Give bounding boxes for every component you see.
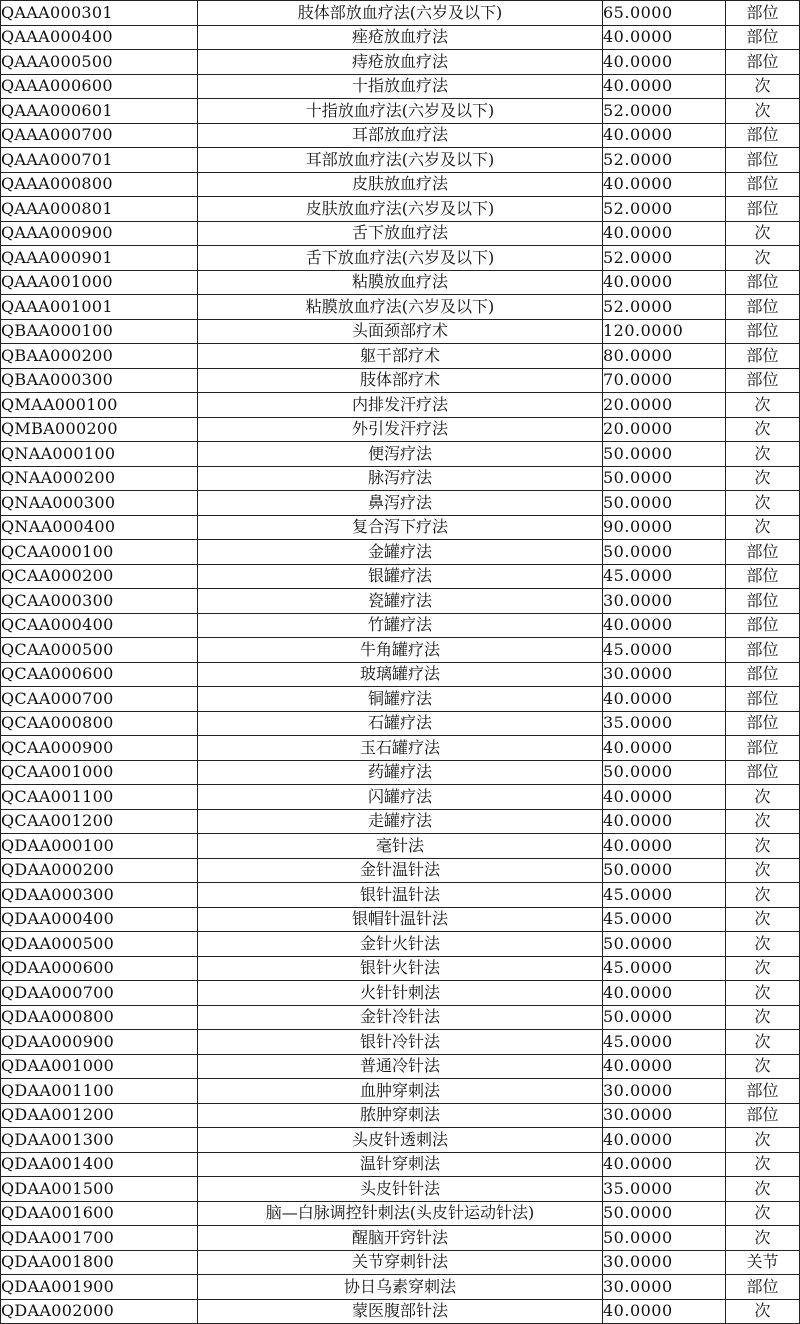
item-name-cell: 耳部放血疗法	[198, 123, 603, 148]
table-row	[1, 589, 800, 614]
item-price-cell: 40.0000	[603, 687, 726, 712]
item-name-cell: 脑—白脉调控针刺法(头皮针运动针法)	[198, 1201, 603, 1226]
table-row	[1, 981, 800, 1006]
item-unit-cell: 部位	[726, 197, 800, 222]
item-price-cell: 40.0000	[603, 981, 726, 1006]
item-price-cell: 50.0000	[603, 858, 726, 883]
item-price-cell: 40.0000	[603, 736, 726, 761]
item-unit-cell: 部位	[726, 613, 800, 638]
item-code-cell: QDAA000800	[1, 1005, 198, 1030]
item-name-cell: 皮肤放血疗法(六岁及以下)	[198, 197, 603, 222]
item-unit-cell: 部位	[726, 295, 800, 320]
item-unit-cell: 部位	[726, 662, 800, 687]
item-unit-cell: 次	[726, 883, 800, 908]
item-price-cell: 20.0000	[603, 393, 726, 418]
item-name-cell: 蒙医腹部针法	[198, 1299, 603, 1324]
table-row	[1, 295, 800, 320]
item-name-cell: 脓肿穿刺法	[198, 1103, 603, 1128]
item-unit-cell: 次	[726, 417, 800, 442]
item-price-cell: 90.0000	[603, 515, 726, 540]
item-name-cell: 闪罐疗法	[198, 785, 603, 810]
item-price-cell: 30.0000	[603, 589, 726, 614]
item-code-cell: QCAA000200	[1, 564, 198, 589]
item-name-cell: 金针温针法	[198, 858, 603, 883]
item-unit-cell: 部位	[726, 1079, 800, 1104]
item-code-cell: QDAA002000	[1, 1299, 198, 1324]
item-price-cell: 50.0000	[603, 491, 726, 516]
item-price-cell: 70.0000	[603, 368, 726, 393]
item-unit-cell: 关节	[726, 1250, 800, 1275]
table-row	[1, 1030, 800, 1055]
item-price-cell: 35.0000	[603, 1177, 726, 1202]
item-code-cell: QDAA001700	[1, 1226, 198, 1251]
item-price-cell: 20.0000	[603, 417, 726, 442]
item-name-cell: 舌下放血疗法	[198, 221, 603, 246]
item-price-cell: 40.0000	[603, 172, 726, 197]
item-price-cell: 52.0000	[603, 197, 726, 222]
item-unit-cell: 部位	[726, 1275, 800, 1300]
item-unit-cell: 次	[726, 491, 800, 516]
item-code-cell: QCAA001200	[1, 809, 198, 834]
item-code-cell: QAAA000800	[1, 172, 198, 197]
item-code-cell: QDAA001200	[1, 1103, 198, 1128]
item-code-cell: QDAA001300	[1, 1128, 198, 1153]
item-name-cell: 痤疮放血疗法	[198, 25, 603, 50]
table-row	[1, 760, 800, 785]
table-row	[1, 613, 800, 638]
item-name-cell: 金针火针法	[198, 932, 603, 957]
item-code-cell: QDAA001600	[1, 1201, 198, 1226]
item-unit-cell: 次	[726, 1226, 800, 1251]
item-price-cell: 50.0000	[603, 932, 726, 957]
item-name-cell: 火针针刺法	[198, 981, 603, 1006]
item-unit-cell: 次	[726, 442, 800, 467]
item-price-cell: 45.0000	[603, 564, 726, 589]
table-row	[1, 1275, 800, 1300]
item-code-cell: QCAA001000	[1, 760, 198, 785]
item-price-cell: 50.0000	[603, 540, 726, 565]
item-unit-cell: 次	[726, 1030, 800, 1055]
table-row	[1, 491, 800, 516]
item-price-cell: 50.0000	[603, 442, 726, 467]
item-unit-cell: 次	[726, 1299, 800, 1324]
table-row	[1, 907, 800, 932]
item-unit-cell: 次	[726, 466, 800, 491]
item-price-cell: 40.0000	[603, 785, 726, 810]
item-code-cell: QDAA000500	[1, 932, 198, 957]
item-name-cell: 温针穿刺法	[198, 1152, 603, 1177]
item-unit-cell: 次	[726, 221, 800, 246]
item-price-cell: 40.0000	[603, 270, 726, 295]
item-unit-cell: 部位	[726, 638, 800, 663]
item-name-cell: 牛角罐疗法	[198, 638, 603, 663]
item-price-cell: 30.0000	[603, 1275, 726, 1300]
item-price-cell: 52.0000	[603, 246, 726, 271]
item-code-cell: QDAA000100	[1, 834, 198, 859]
item-price-cell: 45.0000	[603, 638, 726, 663]
item-unit-cell: 部位	[726, 564, 800, 589]
item-name-cell: 普通冷针法	[198, 1054, 603, 1079]
item-unit-cell: 次	[726, 1054, 800, 1079]
item-name-cell: 粘膜放血疗法	[198, 270, 603, 295]
table-row	[1, 1226, 800, 1251]
item-name-cell: 银针火针法	[198, 956, 603, 981]
item-code-cell: QMBA000200	[1, 417, 198, 442]
item-price-cell: 50.0000	[603, 1201, 726, 1226]
item-unit-cell: 部位	[726, 344, 800, 369]
item-price-cell: 45.0000	[603, 1030, 726, 1055]
item-unit-cell: 次	[726, 956, 800, 981]
item-name-cell: 玉石罐疗法	[198, 736, 603, 761]
item-name-cell: 金罐疗法	[198, 540, 603, 565]
item-name-cell: 耳部放血疗法(六岁及以下)	[198, 148, 603, 173]
item-price-cell: 30.0000	[603, 1250, 726, 1275]
item-name-cell: 皮肤放血疗法	[198, 172, 603, 197]
item-code-cell: QCAA000100	[1, 540, 198, 565]
table-row	[1, 932, 800, 957]
item-unit-cell: 部位	[726, 25, 800, 50]
table-row	[1, 246, 800, 271]
table-row	[1, 662, 800, 687]
item-unit-cell: 次	[726, 1152, 800, 1177]
item-name-cell: 玻璃罐疗法	[198, 662, 603, 687]
item-price-cell: 50.0000	[603, 466, 726, 491]
item-code-cell: QMAA000100	[1, 393, 198, 418]
item-code-cell: QAAA000801	[1, 197, 198, 222]
item-unit-cell: 次	[726, 246, 800, 271]
item-code-cell: QDAA001000	[1, 1054, 198, 1079]
item-unit-cell: 部位	[726, 540, 800, 565]
table-row	[1, 50, 800, 75]
item-name-cell: 头皮针透刺法	[198, 1128, 603, 1153]
item-price-cell: 65.0000	[603, 1, 726, 26]
item-name-cell: 协日乌素穿刺法	[198, 1275, 603, 1300]
table-row	[1, 1054, 800, 1079]
table-row	[1, 1005, 800, 1030]
item-unit-cell: 次	[726, 1177, 800, 1202]
item-code-cell: QDAA000700	[1, 981, 198, 1006]
table-row	[1, 1, 800, 26]
item-name-cell: 躯干部疗术	[198, 344, 603, 369]
table-row	[1, 564, 800, 589]
item-code-cell: QBAA000200	[1, 344, 198, 369]
item-code-cell: QDAA000400	[1, 907, 198, 932]
item-price-cell: 50.0000	[603, 1005, 726, 1030]
item-name-cell: 痔疮放血疗法	[198, 50, 603, 75]
table-row	[1, 638, 800, 663]
item-price-cell: 50.0000	[603, 1226, 726, 1251]
item-name-cell: 十指放血疗法	[198, 74, 603, 99]
table-row	[1, 956, 800, 981]
item-unit-cell: 次	[726, 1128, 800, 1153]
item-price-cell: 45.0000	[603, 883, 726, 908]
item-unit-cell: 次	[726, 1201, 800, 1226]
table-row	[1, 1103, 800, 1128]
item-code-cell: QBAA000100	[1, 319, 198, 344]
item-code-cell: QNAA000300	[1, 491, 198, 516]
item-code-cell: QAAA000701	[1, 148, 198, 173]
item-unit-cell: 次	[726, 515, 800, 540]
item-price-cell: 52.0000	[603, 295, 726, 320]
item-name-cell: 复合泻下疗法	[198, 515, 603, 540]
item-name-cell: 脉泻疗法	[198, 466, 603, 491]
item-name-cell: 十指放血疗法(六岁及以下)	[198, 99, 603, 124]
item-code-cell: QAAA000901	[1, 246, 198, 271]
item-price-cell: 30.0000	[603, 662, 726, 687]
item-code-cell: QNAA000400	[1, 515, 198, 540]
table-row	[1, 834, 800, 859]
item-name-cell: 银针冷针法	[198, 1030, 603, 1055]
table-row	[1, 736, 800, 761]
item-code-cell: QAAA000900	[1, 221, 198, 246]
item-name-cell: 银罐疗法	[198, 564, 603, 589]
item-price-cell: 40.0000	[603, 834, 726, 859]
item-name-cell: 银帽针温针法	[198, 907, 603, 932]
table-row	[1, 99, 800, 124]
table-row	[1, 270, 800, 295]
item-price-cell: 35.0000	[603, 711, 726, 736]
table-row	[1, 1177, 800, 1202]
item-code-cell: QCAA000400	[1, 613, 198, 638]
item-code-cell: QNAA000100	[1, 442, 198, 467]
item-price-cell: 40.0000	[603, 221, 726, 246]
item-unit-cell: 部位	[726, 711, 800, 736]
item-name-cell: 金针冷针法	[198, 1005, 603, 1030]
item-price-cell: 40.0000	[603, 809, 726, 834]
table-row	[1, 442, 800, 467]
item-code-cell: QDAA000900	[1, 1030, 198, 1055]
item-price-cell: 40.0000	[603, 123, 726, 148]
item-code-cell: QAAA000301	[1, 1, 198, 26]
item-price-cell: 40.0000	[603, 1054, 726, 1079]
item-name-cell: 肢体部疗术	[198, 368, 603, 393]
item-code-cell: QAAA001000	[1, 270, 198, 295]
item-code-cell: QAAA000700	[1, 123, 198, 148]
table-row	[1, 858, 800, 883]
item-code-cell: QCAA001100	[1, 785, 198, 810]
item-name-cell: 关节穿刺针法	[198, 1250, 603, 1275]
item-unit-cell: 部位	[726, 148, 800, 173]
item-code-cell: QAAA000400	[1, 25, 198, 50]
item-unit-cell: 次	[726, 907, 800, 932]
table-row	[1, 368, 800, 393]
table-row	[1, 1079, 800, 1104]
item-price-cell: 45.0000	[603, 956, 726, 981]
item-unit-cell: 部位	[726, 270, 800, 295]
item-name-cell: 头皮针针法	[198, 1177, 603, 1202]
item-price-cell: 52.0000	[603, 148, 726, 173]
item-code-cell: QCAA000900	[1, 736, 198, 761]
table-row	[1, 172, 800, 197]
item-name-cell: 舌下放血疗法(六岁及以下)	[198, 246, 603, 271]
item-price-cell: 80.0000	[603, 344, 726, 369]
table-row	[1, 1128, 800, 1153]
item-unit-cell: 次	[726, 932, 800, 957]
item-name-cell: 银针温针法	[198, 883, 603, 908]
item-price-cell: 120.0000	[603, 319, 726, 344]
table-row	[1, 197, 800, 222]
table-row	[1, 1152, 800, 1177]
table-row	[1, 1201, 800, 1226]
item-unit-cell: 部位	[726, 589, 800, 614]
item-code-cell: QDAA000600	[1, 956, 198, 981]
item-code-cell: QAAA000500	[1, 50, 198, 75]
item-name-cell: 外引发汗疗法	[198, 417, 603, 442]
table-row	[1, 319, 800, 344]
item-code-cell: QCAA000500	[1, 638, 198, 663]
item-unit-cell: 次	[726, 74, 800, 99]
item-unit-cell: 次	[726, 834, 800, 859]
item-name-cell: 便泻疗法	[198, 442, 603, 467]
item-price-cell: 40.0000	[603, 50, 726, 75]
item-name-cell: 药罐疗法	[198, 760, 603, 785]
item-price-cell: 40.0000	[603, 1152, 726, 1177]
item-code-cell: QAAA001001	[1, 295, 198, 320]
table-row	[1, 466, 800, 491]
table-row	[1, 1299, 800, 1324]
item-price-cell: 40.0000	[603, 1299, 726, 1324]
item-price-cell: 40.0000	[603, 74, 726, 99]
item-code-cell: QDAA001500	[1, 1177, 198, 1202]
item-name-cell: 血肿穿刺法	[198, 1079, 603, 1104]
item-unit-cell: 部位	[726, 123, 800, 148]
item-unit-cell: 部位	[726, 736, 800, 761]
table-row	[1, 74, 800, 99]
item-name-cell: 粘膜放血疗法(六岁及以下)	[198, 295, 603, 320]
item-name-cell: 走罐疗法	[198, 809, 603, 834]
item-name-cell: 肢体部放血疗法(六岁及以下)	[198, 1, 603, 26]
item-price-cell: 50.0000	[603, 760, 726, 785]
table-row	[1, 883, 800, 908]
item-name-cell: 瓷罐疗法	[198, 589, 603, 614]
item-unit-cell: 次	[726, 393, 800, 418]
item-unit-cell: 次	[726, 809, 800, 834]
item-unit-cell: 部位	[726, 760, 800, 785]
item-code-cell: QCAA000800	[1, 711, 198, 736]
item-price-cell: 45.0000	[603, 907, 726, 932]
item-price-cell: 30.0000	[603, 1103, 726, 1128]
item-unit-cell: 次	[726, 858, 800, 883]
item-code-cell: QAAA000600	[1, 74, 198, 99]
item-price-cell: 30.0000	[603, 1079, 726, 1104]
item-unit-cell: 部位	[726, 50, 800, 75]
table-row	[1, 1250, 800, 1275]
item-price-cell: 40.0000	[603, 1128, 726, 1153]
table-row	[1, 393, 800, 418]
table-body	[1, 1, 800, 1324]
item-code-cell: QDAA001800	[1, 1250, 198, 1275]
item-code-cell: QCAA000700	[1, 687, 198, 712]
table-row	[1, 515, 800, 540]
table-row	[1, 123, 800, 148]
item-code-cell: QDAA000300	[1, 883, 198, 908]
item-name-cell: 石罐疗法	[198, 711, 603, 736]
item-code-cell: QDAA001400	[1, 1152, 198, 1177]
item-unit-cell: 次	[726, 99, 800, 124]
item-unit-cell: 次	[726, 785, 800, 810]
item-name-cell: 鼻泻疗法	[198, 491, 603, 516]
item-unit-cell: 次	[726, 1005, 800, 1030]
item-code-cell: QAAA000601	[1, 99, 198, 124]
item-name-cell: 内排发汗疗法	[198, 393, 603, 418]
item-unit-cell: 部位	[726, 1, 800, 26]
item-name-cell: 竹罐疗法	[198, 613, 603, 638]
item-code-cell: QDAA001900	[1, 1275, 198, 1300]
table-row	[1, 221, 800, 246]
item-name-cell: 头面颈部疗术	[198, 319, 603, 344]
item-price-cell: 52.0000	[603, 99, 726, 124]
item-name-cell: 毫针法	[198, 834, 603, 859]
table-row	[1, 687, 800, 712]
item-unit-cell: 部位	[726, 687, 800, 712]
item-unit-cell: 部位	[726, 368, 800, 393]
item-code-cell: QDAA001100	[1, 1079, 198, 1104]
item-price-cell: 40.0000	[603, 613, 726, 638]
item-price-cell: 40.0000	[603, 25, 726, 50]
table-row	[1, 417, 800, 442]
item-code-cell: QCAA000300	[1, 589, 198, 614]
item-unit-cell: 部位	[726, 319, 800, 344]
item-code-cell: QNAA000200	[1, 466, 198, 491]
item-name-cell: 铜罐疗法	[198, 687, 603, 712]
table-row	[1, 148, 800, 173]
table-row	[1, 809, 800, 834]
item-unit-cell: 部位	[726, 172, 800, 197]
table-row	[1, 344, 800, 369]
item-name-cell: 醒脑开窍针法	[198, 1226, 603, 1251]
table-row	[1, 711, 800, 736]
table-row	[1, 785, 800, 810]
item-unit-cell: 次	[726, 981, 800, 1006]
item-code-cell: QDAA000200	[1, 858, 198, 883]
table-row	[1, 540, 800, 565]
item-unit-cell: 部位	[726, 1103, 800, 1128]
item-code-cell: QBAA000300	[1, 368, 198, 393]
table-row	[1, 25, 800, 50]
item-code-cell: QCAA000600	[1, 662, 198, 687]
